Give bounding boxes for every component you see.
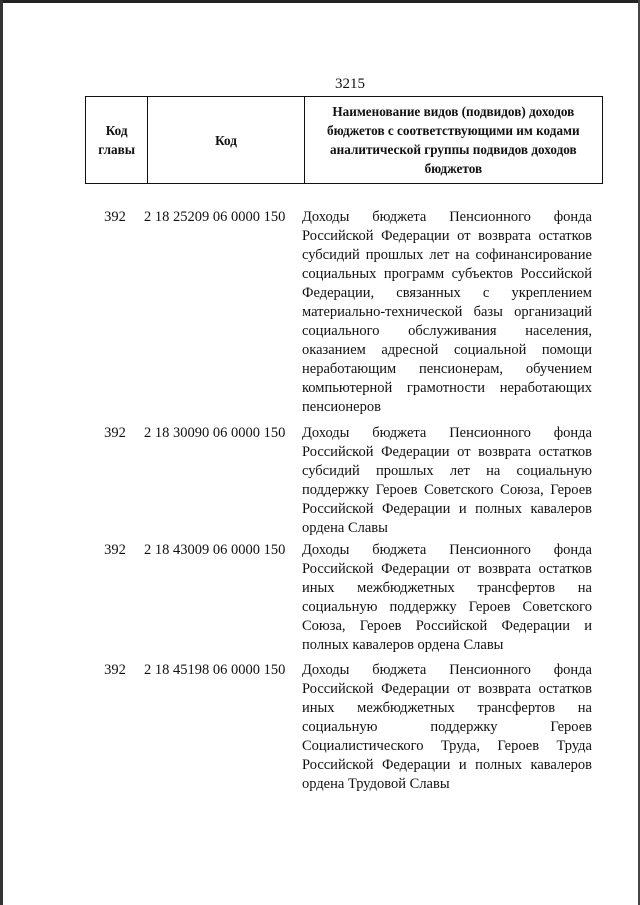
row-description: Доходы бюджета Пенсионного фонда Российской Федерации от возврата остатков субсидий прошлых лет на софинансирование социальных программ субъектов Российской Федерации, связанных с укреплением материально-технической базы организаций социального обслуживания населения, оказанием адресной социальной помощи неработающим пенсионерам, обучением компьютерной грамотности неработающих пенсионеров (302, 209, 592, 415)
row-description: Доходы бюджета Пенсионного фонда Российской Федерации от возврата остатков иных межбюджетных трансфертов на социальную поддержку Героев Советского Союза, Героев Российской Федерации и полных кавалеров ордена Славы (302, 542, 592, 653)
row-code: 2 18 43009 06 0000 150 (144, 542, 286, 558)
row-description: Доходы бюджета Пенсионного фонда Российской Федерации от возврата остатков субсидий прошлых лет на социальную поддержку Героев Советского Союза, Героев Российской Федерации и полных кавалеров ордена Славы (302, 425, 592, 536)
header-description: Наименование видов (подвидов) доходов бюджетов с соответствующими им кодами аналитической группы подвидов доходов бюджетов (304, 97, 602, 184)
row-code: 2 18 25209 06 0000 150 (144, 209, 286, 225)
header-code: Код (148, 97, 304, 184)
row-chapter: 392 (104, 425, 126, 441)
table-header (85, 96, 603, 184)
row-chapter: 392 (104, 209, 126, 225)
scan-edge-left (0, 0, 3, 905)
row-chapter: 392 (104, 542, 126, 558)
row-description: Доходы бюджета Пенсионного фонда Российской Федерации от возврата остатков иных межбюджетных трансфертов на социальную поддержку Героев Социалистического Труда, Героев Труда Российской Федерации и полных кавалеров ордена Трудовой Славы (302, 662, 592, 792)
scan-edge-top (0, 0, 640, 3)
row-code: 2 18 45198 06 0000 150 (144, 662, 286, 678)
row-chapter: 392 (104, 662, 126, 678)
row-code: 2 18 30090 06 0000 150 (144, 425, 286, 441)
header-chapter-code: Код главы (86, 97, 148, 184)
page-number: 3215 (335, 76, 365, 92)
